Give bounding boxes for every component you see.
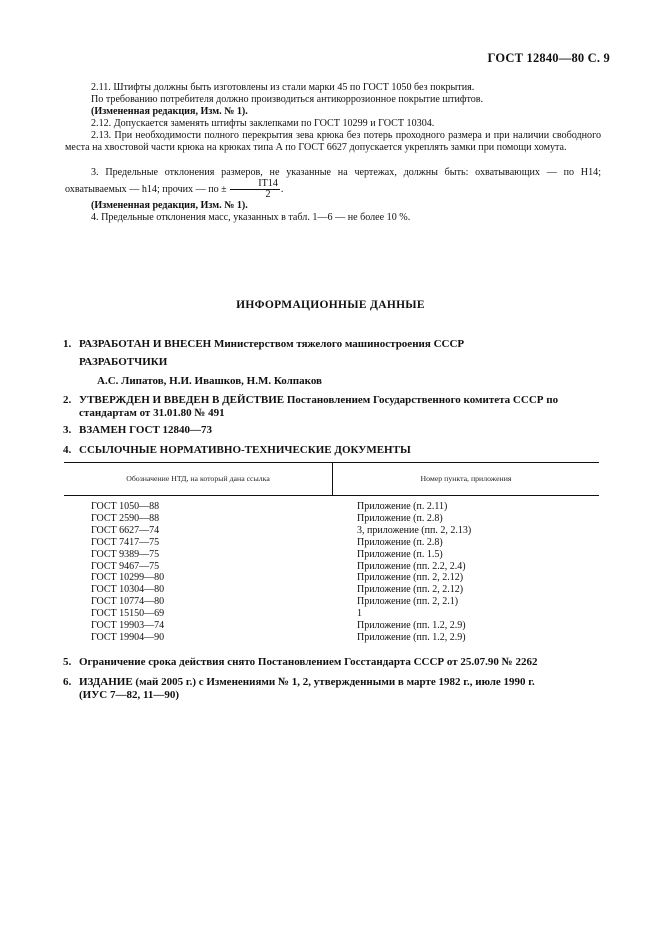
table-row	[64, 561, 599, 573]
cell-document: ГОСТ 9389—75	[91, 548, 160, 560]
cell-document: ГОСТ 10774—80	[91, 596, 165, 608]
cell-document: ГОСТ 2590—88	[91, 512, 160, 524]
item-number: 6.	[63, 676, 72, 688]
paragraph-2-11: 2.11. Штифты должны быть изготовлены из стали марки 45 по ГОСТ 1050 без покрытия.	[91, 82, 475, 93]
cell-reference: 3, приложение (пп. 2, 2.13)	[357, 524, 472, 536]
table-row	[64, 525, 599, 537]
tolerance-fraction	[230, 179, 280, 200]
cell-document: ГОСТ 7417—75	[91, 536, 160, 548]
revision-note-2: (Измененная редакция, Изм. № 1).	[91, 200, 248, 211]
table-row	[64, 537, 599, 549]
cell-reference: 1	[357, 608, 362, 620]
fraction-denominator: 2	[265, 189, 271, 200]
cell-document: ГОСТ 6627—74	[91, 524, 160, 536]
item-text-continued: стандартам от 31.01.80 № 491	[79, 407, 225, 419]
item-number: 3.	[63, 424, 72, 436]
item-text: Ограничение срока действия снято Постановлением Госстандарта СССР от 25.07.90 № 2262	[79, 656, 538, 668]
table-row	[64, 584, 599, 596]
table-body	[64, 496, 599, 644]
cell-reference: Приложение (пп. 2, 2.1)	[357, 596, 459, 608]
cell-reference: Приложение (пп. 1.2, 2.9)	[357, 620, 466, 632]
revision-note-1: (Измененная редакция, Изм. № 1).	[91, 106, 248, 117]
item-text: РАЗРАБОТАН И ВНЕСЕН Министерством тяжелого машиностроения СССР	[79, 338, 465, 350]
info-item-6	[63, 676, 603, 702]
cell-reference: Приложение (п. 1.5)	[357, 548, 443, 560]
table-row	[64, 572, 599, 584]
cell-reference: Приложение (пп. 2, 2.12)	[357, 584, 464, 596]
table-row	[64, 501, 599, 513]
info-item-4	[63, 444, 603, 457]
table-row	[64, 596, 599, 608]
table-row	[64, 513, 599, 525]
item-text: ВЗАМЕН ГОСТ 12840—73	[79, 424, 213, 436]
info-item-1	[63, 338, 603, 351]
info-item-5	[63, 656, 603, 669]
paragraph-3-end: .	[280, 183, 284, 195]
cell-document: ГОСТ 19904—90	[91, 631, 165, 643]
item-text: ИЗДАНИЕ (май 2005 г.) с Изменениями № 1, 2, утвержденными в марте 1982 г., июле 1990 г.	[79, 676, 535, 688]
item-text: УТВЕРЖДЕН И ВВЕДЕН В ДЕЙСТВИЕ Постановлением Государственного комитета СССР по	[79, 394, 559, 406]
cell-document: ГОСТ 19903—74	[91, 620, 165, 632]
item-text-continued: (ИУС 7—82, 11—90)	[79, 689, 180, 701]
paragraph-3-text: 3. Предельные отклонения размеров, не указанные на чертежах, должны быть: охватывающих — по Н14; охватываемых — h14; прочих — по ±	[65, 167, 601, 195]
cell-document: ГОСТ 9467—75	[91, 560, 160, 572]
item-number: 2.	[63, 394, 72, 406]
cell-reference: Приложение (пп. 2, 2.12)	[357, 572, 464, 584]
table-row	[64, 549, 599, 561]
reference-documents-table	[64, 462, 599, 644]
page-header: ГОСТ 12840—80 С. 9	[487, 51, 610, 65]
paragraph-2-12: 2.12. Допускается заменять штифты заклепками по ГОСТ 10299 и ГОСТ 10304.	[91, 118, 435, 129]
item-text: ССЫЛОЧНЫЕ НОРМАТИВНО-ТЕХНИЧЕСКИЕ ДОКУМЕНТЫ	[79, 444, 411, 456]
item-number: 4.	[63, 444, 72, 456]
cell-reference: Приложение (п. 2.8)	[357, 512, 443, 524]
paragraph-4: 4. Предельные отклонения масс, указанных в табл. 1—6 — не более 10 %.	[91, 212, 411, 223]
cell-document: ГОСТ 1050—88	[91, 501, 160, 512]
table-row	[64, 620, 599, 632]
item-number: 5.	[63, 656, 72, 668]
cell-document: ГОСТ 15150—69	[91, 608, 165, 620]
table-row	[64, 608, 599, 620]
cell-reference: Приложение (пп. 2.2, 2.4)	[357, 560, 466, 572]
column-header-document: Обозначение НТД, на который дана ссылка	[64, 463, 333, 495]
item-number: 1.	[63, 338, 72, 350]
developers-heading	[63, 356, 603, 369]
info-item-2	[63, 394, 603, 420]
paragraph-2-11-coating: По требованию потребителя должно производиться антикоррозионное покрытие штифтов.	[91, 94, 484, 105]
cell-reference: Приложение (п. 2.11)	[357, 501, 448, 512]
section-title: ИНФОРМАЦИОННЫЕ ДАННЫЕ	[236, 299, 425, 311]
developers-label: РАЗРАБОТЧИКИ	[79, 356, 168, 368]
table-header	[64, 463, 599, 495]
column-header-reference: Номер пункта, приложения	[420, 474, 512, 484]
fraction-numerator: IT14	[230, 179, 280, 190]
table-row	[64, 632, 599, 644]
info-item-3	[63, 424, 603, 437]
cell-document: ГОСТ 10304—80	[91, 584, 165, 596]
cell-reference: Приложение (п. 2.8)	[357, 536, 443, 548]
developers-names: А.С. Липатов, Н.И. Ивашков, Н.М. Колпаков	[97, 375, 322, 387]
paragraph-3	[65, 166, 601, 200]
cell-document: ГОСТ 10299—80	[91, 572, 165, 584]
paragraph-2-13: 2.13. При необходимости полного перекрытия зева крюка без потерь проходного размера и при наличии свободного места на хвостовой части крюка на крюках типа А по ГОСТ 6627 допускается укреплять замки при помощи хомута.	[65, 130, 601, 153]
cell-reference: Приложение (пп. 1.2, 2.9)	[357, 631, 466, 643]
